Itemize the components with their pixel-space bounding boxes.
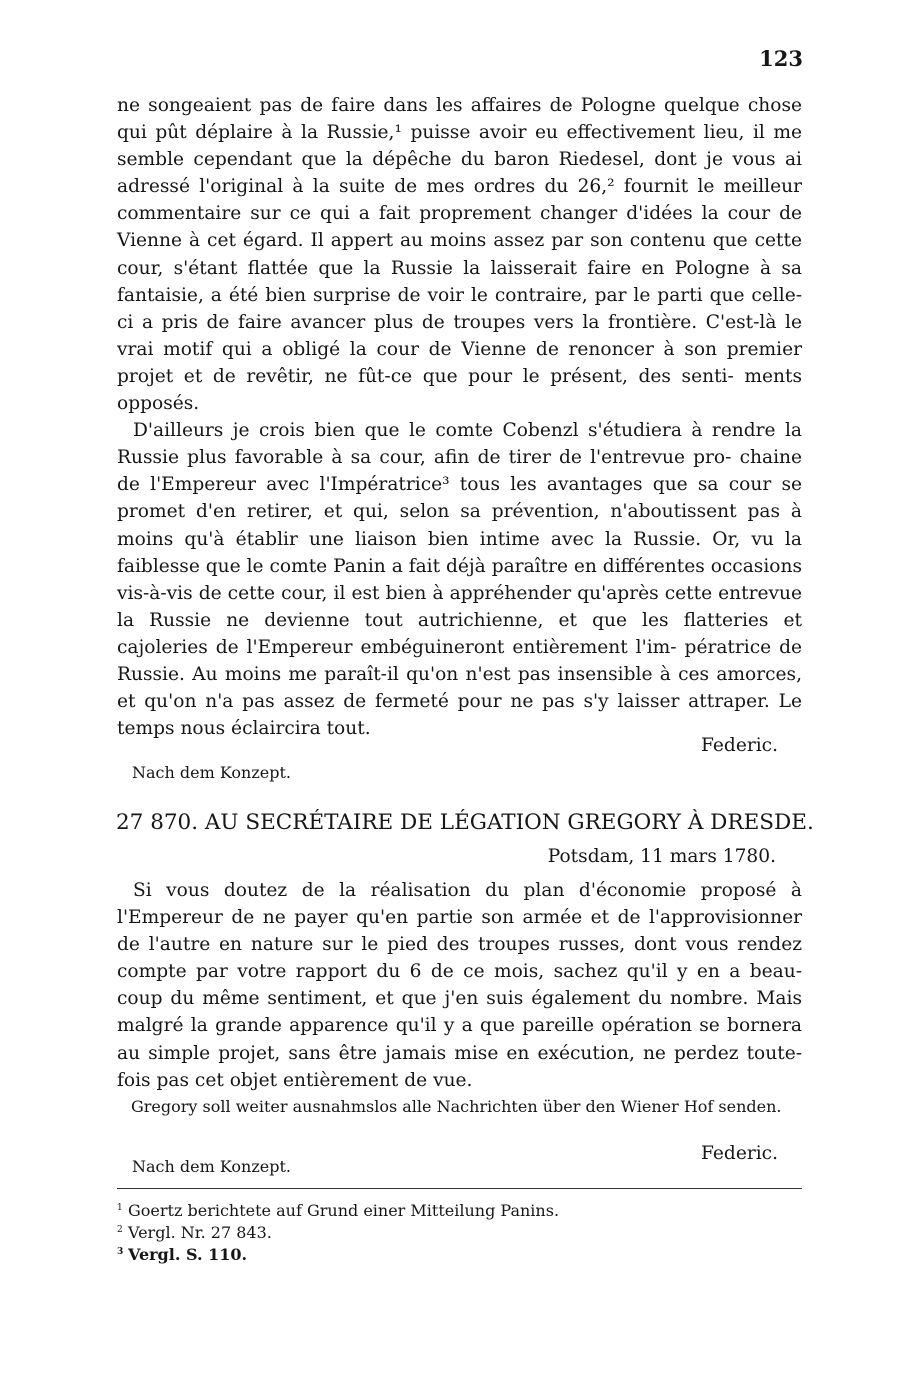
text-line: ments opposés. [117, 365, 802, 415]
paragraph-2 [117, 417, 802, 742]
text-line: l'Empereur de ne payer qu'en partie son armée et de l'approvisionner [117, 907, 802, 929]
text-line: Si vous doutez de la réalisation du plan d'économie proposé à [133, 880, 802, 901]
paragraph-3 [117, 877, 802, 1094]
footnote-divider [117, 1188, 802, 1189]
text-line: chaine de l'Empereur avec l'Impératrice³ tous les avantages que sa [117, 447, 802, 496]
footnote-text: Vergl. S. 110. [128, 1245, 248, 1264]
text-line: à ces amorces, et qu'on n'a pas assez de fermeté pour ne pas s'y [117, 663, 802, 713]
footnote [117, 1222, 559, 1244]
text-line: malgré la grande apparence qu'il y a que pareille opération se bornera [117, 1015, 802, 1037]
source-note: Nach dem Konzept. [132, 1157, 291, 1176]
text-line: compte par votre rapport du 6 de ce mois, sachez qu'il y en a beau- [117, 961, 802, 983]
text-line: Vienne à cet égard. Il appert au moins assez par son contenu que [117, 230, 748, 252]
text-line: cette cour, s'étant flattée que la Russie la laisserait faire en Pologne [117, 230, 802, 279]
text-line: de l'autre en nature sur le pied des troupes russes, dont vous rendez [117, 934, 802, 956]
footnote-mark: 3 [117, 1247, 124, 1257]
text-line: vu la faiblesse que le comte Panin a fait déjà paraître en différentes [117, 528, 802, 577]
text-line: cette entrevue la Russie ne devienne tout autrichienne, et que les [117, 582, 802, 631]
signature: Federic. [701, 735, 778, 756]
text-line: la Russie plus favorable à sa cour, afin de tirer de l'entrevue pro- [117, 420, 802, 469]
text-line: laisser attraper. Le temps nous éclaircira tout. [117, 691, 802, 740]
letter-body [117, 877, 802, 1094]
text-line: premier projet et de revêtir, ne fût-ce que pour le présent, des senti- [117, 338, 802, 387]
text-line: coup du même sentiment, et que j'en suis également du nombre. Mais [117, 988, 802, 1010]
footnote-text: Goertz berichtete auf Grund einer Mitteilung Panins. [128, 1201, 560, 1220]
text-line: qui pût déplaire à la Russie,¹ puisse avoir eu effectivement lieu, il me [117, 122, 802, 144]
paragraph-1 [117, 92, 802, 417]
footnote-mark: 1 [117, 1203, 123, 1213]
text-line: D'ailleurs je crois bien que le comte Cobenzl s'étudiera à rendre [133, 420, 776, 442]
text-line: pas à moins qu'à établir une liaison bien intime avec la Russie. Or, [117, 501, 802, 550]
text-line: pératrice de Russie. Au moins me paraît-il qu'on n'est pas insensible [117, 636, 803, 685]
text-line: que celle-ci a pris de faire avancer plus de troupes vers la frontière. [117, 284, 802, 333]
text-line: fois pas cet objet entièrement de vue. [117, 1069, 473, 1091]
dateline: Potsdam, 11 mars 1780. [547, 846, 776, 867]
footnote [117, 1244, 559, 1266]
text-line: adressé l'original à la suite de mes ordres du 26,² fournit le meilleur [117, 176, 802, 198]
text-line: cour se promet d'en retirer, et qui, selon sa prévention, n'aboutissent [117, 474, 802, 523]
text-line: commentaire sur ce qui a fait proprement changer d'idées la cour de [117, 203, 802, 225]
footnote [117, 1200, 559, 1222]
footnotes [117, 1200, 559, 1266]
page-number: 123 [759, 46, 803, 71]
signature: Federic. [701, 1143, 778, 1164]
footnote-text: Vergl. Nr. 27 843. [128, 1223, 272, 1242]
summary-note [117, 1096, 802, 1118]
text-line: au simple projet, sans être jamais mise en exécution, ne perdez toute- [117, 1042, 802, 1064]
text-line: C'est-là le vrai motif qui a obligé la cour de Vienne de renoncer à son [117, 311, 802, 360]
text-line: semble cependant que la dépêche du baron Riedesel, dont je vous ai [117, 149, 802, 171]
text-line: ne songeaient pas de faire dans les affaires de Pologne quelque chose [117, 95, 802, 116]
text-line: flatteries et cajoleries de l'Empereur embéguineront entièrement l'im- [117, 609, 802, 658]
text-line: à sa fantaisie, a été bien surprise de voir le contraire, par le parti [117, 257, 803, 306]
source-note: Nach dem Konzept. [132, 763, 291, 782]
footnote-mark: 2 [117, 1225, 123, 1235]
letter-body [117, 92, 802, 742]
letter-heading: 27 870. AU SECRÉTAIRE DE LÉGATION GREGORY À DRESDE. [116, 810, 814, 835]
text-line: occasions vis-à-vis de cette cour, il est bien à appréhender qu'après [117, 555, 802, 604]
summary-text: Gregory soll weiter ausnahmslos alle Nachrichten über den Wiener Hof senden. [131, 1097, 782, 1116]
